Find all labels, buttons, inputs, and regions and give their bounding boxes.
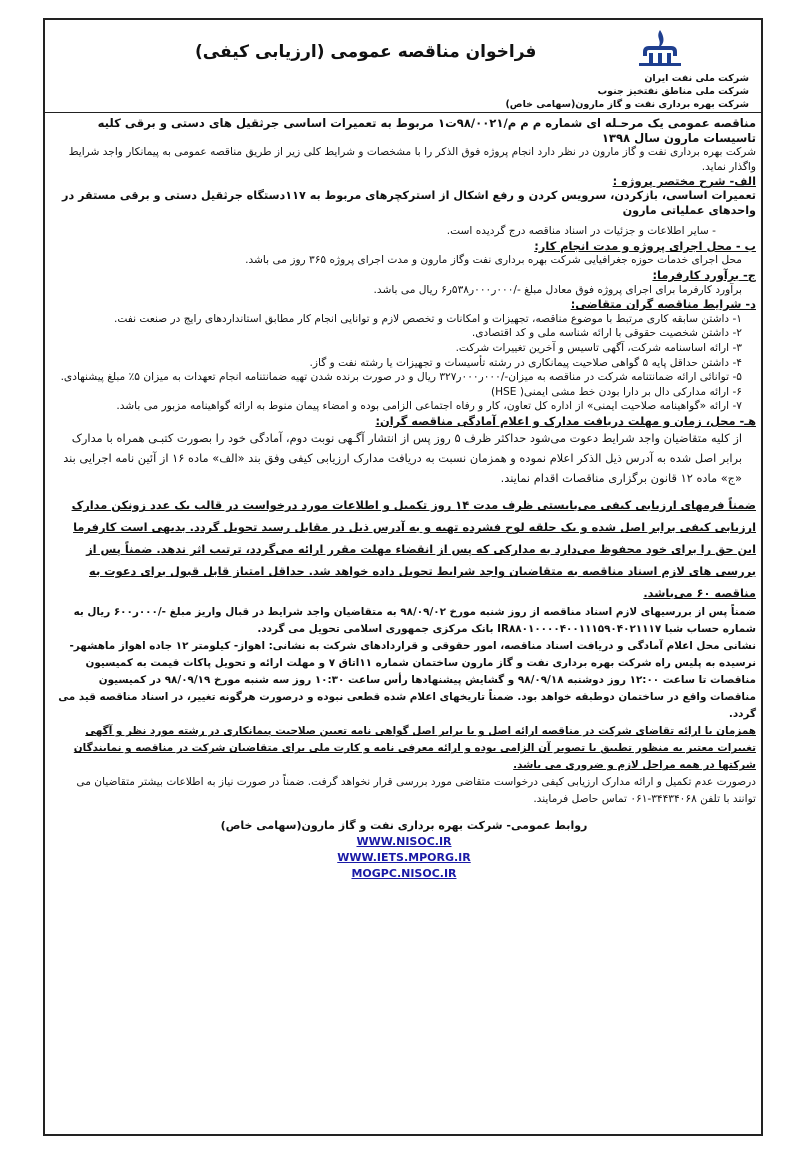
section-he-heading: هـ- محل، زمان و مهلت دریافت مدارک و اعلام آمادگی مناقصه گران: <box>375 413 756 428</box>
org-line: شرکت ملی نفت ایران <box>644 73 749 84</box>
section-alef-text: تعمیرات اساسی، بازکردن، سرویس کردن و رفع اشکال از استرکچرهای مربوط به ۱۱۷دستگاه جرثقیل دستی و برقی مستقر در واحدهای عملیاتی مارون <box>62 188 756 217</box>
signature-line: روابط عمومی- شرکت بهره برداری نفت و گاز مارون(سهامی خاص) <box>220 819 588 833</box>
requirement-paragraph: همزمان با ارائه تقاضای شرکت در مناقصه ارائه اصل و یا برابر اصل گواهی نامه تعیین صلاحیت پیمانکاری در رشته مورد نظر و آگهی تغییرات معتبر به منظور تطبیق با تصویر آن الزامی بوده و ارائه معرفی نامه و کارت ملی برای متقاضیان شرکت در مناقصه و نمایندگان شرکتها در همه مراحل لازم و ضروری می باشد. <box>73 725 756 772</box>
address-paragraph: نشانی محل اعلام آمادگی و دریافت اسناد مناقصه، امور حقوقی و قراردادهای شرکت به نشانی: اهواز- کیلومتر ۱۲ جاده اهواز ماهشهر- نرسیده به پلیس راه شرکت بهره برداری نفت و گاز مارون ساختمان شماره ۱۱اتاق ۷ و مهلت ارائه و تحویل پاکات قیمت به کمیسیون مناقصات تا ساعت ۱۲:۰۰ روز دوشنبه ۹۸/۰۹/۱۸ و گشایش پیشنهادها رأس ساعت ۱۰:۳۰ روز سه شنبه مورخ ۹۸/۰۹/۱۹ در کمیسیون مناقصات واقع در ساختمان دوطبقه خواهد بود. ضمناً تاریخهای اعلام شده قطعی نبوده و درصورت هرگونه تغییر، در اسناد مناقصه قید می گردد. <box>58 640 756 721</box>
documents-paragraph: ضمناً پس از بررسیهای لازم اسناد مناقصه از روز شنبه مورخ ۹۸/۰۹/۰۲ به متقاضیان واجد شرایط در قبال واریز مبلغ -/۰۰۰ر۶۰۰ ریال به شماره حساب شبا IR۸۸۰۱۰۰۰۰۴۰۰۱۱۱۵۹۰۴۰۲۱۱۱۷ بانک مرکزی جمهوری اسلامی تحویل می گردد. <box>73 606 756 636</box>
header <box>45 20 761 113</box>
section-he-text: از کلیه متقاضیان واجد شرایط دعوت می‌شود حداکثر ظرف ۵ روز پس از انتشار آگـهی نوبت دوم، آمادگی خود را بصورت کتبـی همراه با مدارک برابر اصل شده به آدرس ذیل الذکر اعلام نموده و همزمان نسبت به دریافت مدارک ارزیابی کیفی وفق بند «الف» ماده ۱۶ از آئین نامه اجرایی بند «ج» ماده ۱۲ قانون برگزاری مناقصات اقدام نمایند. <box>63 431 742 486</box>
list-item: ۷- ارائه «گواهینامه صلاحیت ایمنی» از اداره کل تعاون، کار و رفاه اجتماعی الزامی بوده و امضاء پیمان منوط به ارائه گواهینامه مزبور می باشد. <box>116 400 742 413</box>
org-line: شرکت بهره برداری نفت و گاز مارون(سهامی خاص) <box>505 99 749 110</box>
nioc-flame-logo-icon <box>629 26 691 68</box>
section-jim-text: برآورد کارفرما برای اجرای پروژه فوق معادل مبلغ -/۰۰۰ر۰۰۰ر۵۳۸ر۶ ریال می باشد. <box>373 283 742 296</box>
closing-paragraph: درصورت عدم تکمیل و ارائه مدارک ارزیابی کیفی درخواست متقاضی مورد بررسی قرار نخواهد گرفت. ضمناً در صورت نیاز به اطلاعات بیشتر متقاضیان می توانند با تلفن ۳۴۴۳۴۰۶۸-۰۶۱ تماس حاصل فرمایند. <box>76 776 756 806</box>
list-item: ۴- داشتن حداقل پایه ۵ گواهی صلاحیت پیمانکاری در رشته تأسیسات و تجهیزات یا رشته نفت و گاز. <box>309 356 742 369</box>
notice-body <box>52 116 756 882</box>
section-be-text: محل اجرای خدمات حوزه جغرافیایی شرکت بهره برداری نفت وگاز مارون و مدت اجرای پروژه ۳۶۵ روز می باشد. <box>245 254 742 267</box>
section-alef-heading: الف- شرح مختصر پروژه : <box>612 174 756 189</box>
website-link-iets[interactable]: WWW.IETS.MPORG.IR <box>337 851 471 865</box>
website-link-nisoc[interactable]: WWW.NISOC.IR <box>356 835 452 849</box>
section-be-heading: ب - محل اجرای پروژه و مدت انجام کار: <box>534 238 756 253</box>
forms-paragraph: ضمناً فرمهای ارزیابی کیفی می‌بایستی ظرف مدت ۱۴ روز تکمیل و اطلاعات مورد درخواست در قالب یک عدد زونکن مدارک ارزیابی کیفی برابر اصل شده و یک حلقه لوح فشرده تهیه و به آدرس ذیل در مقابل رسید تحویل گردد. بدیهی است کارفرما این حق را برای خود محفوظ می‌دارد به مدارکی که پس از انقضاء مهلت مقرر ارائه می‌گردد، ترتیب اثر ندهد. ضمناً پس از بررسی های لازم اسناد مناقصه به متقاضیان واجد شرایط تحویل داده خواهد شد. حداقل امتیاز قابل قبول برای دعوت به مناقصه ۶۰ می‌باشد. <box>71 498 756 601</box>
section-jim-heading: ج- برآورد کارفرما: <box>652 267 756 282</box>
org-line: شرکت ملی مناطق نفتخیز جنوب <box>597 86 749 97</box>
list-item: ۶- ارائه مدارکی دال بر دارا بودن خط مشی ایمنی( HSE) <box>490 385 742 398</box>
list-item: ۳- ارائه اساسنامه شرکت، آگهی تاسیس و آخرین تغییرات شرکت. <box>455 341 742 354</box>
section-dal-heading: د- شرایط مناقصه گران متقاضی: <box>570 297 756 312</box>
list-item: ۱- داشتن سابقه کاری مرتبط با موضوع مناقصه، تجهیزات و امکانات و تخصص لازم و توانایی انجام کار مطابق استانداردهای رایج در صنعت نفت. <box>113 312 742 325</box>
website-link-mogpc[interactable]: MOGPC.NISOC.IR <box>351 867 457 881</box>
section-alef-note: - سایر اطلاعات و جزئیات در اسناد مناقصه درج گردیده است. <box>446 225 716 238</box>
intro-text: شرکت بهره برداری نفت و گاز مارون در نظر دارد انجام پروژه فوق الذکر را با مشخصات و شرایط کلی زیر از طریق مناقصه عمومی به پیمانکار واجد شرایط واگذار نماید. <box>68 146 756 173</box>
list-item: ۵- توانائی ارائه ضمانتنامه شرکت در مناقصه به میزان-/۰۰۰ر۰۰۰ر۳۲۷ ریال و در صورت برنده شدن تهیه ضمانتنامه انجام تعهدات به میزان ۵٪ مبلغ پیشنهادی. <box>60 371 742 384</box>
page-title: فراخوان مناقصه عمومی (ارزیابی کیفی) <box>195 42 537 62</box>
list-item: ۲- داشتن شخصیت حقوقی با ارائه شناسه ملی و کد اقتصادی. <box>471 327 742 340</box>
tender-headline: مناقصه عمومی یک مرحـله ای شماره م م م/۹۸/۰۰۲۱ت۱ مربوط به تعمیرات اساسی جرثقیل های دستی و برقی کلیه تاسیسات مارون سال ۱۳۹۸ <box>97 116 756 145</box>
organization-block <box>505 72 749 111</box>
signature-block <box>52 818 756 882</box>
